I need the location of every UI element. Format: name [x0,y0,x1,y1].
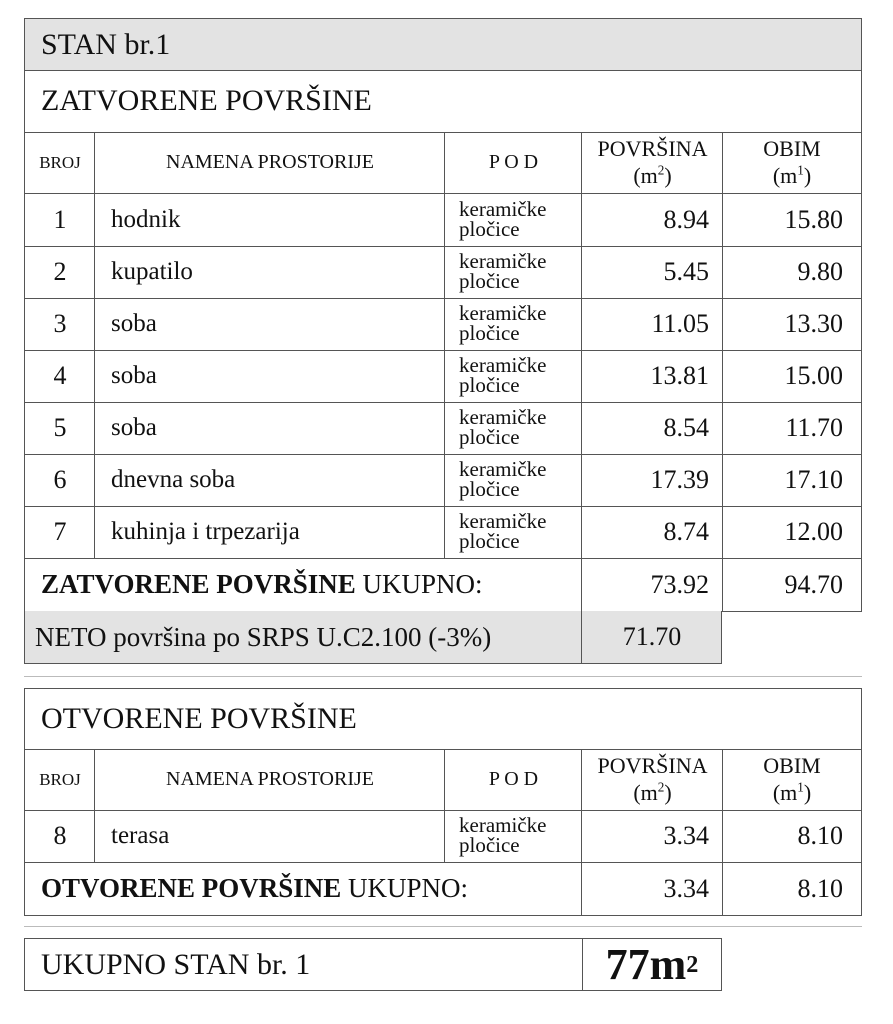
header-obim-unit: $(m^1)$ [772,162,812,188]
open-header-obim-label: OBIM [763,753,821,779]
table-row [24,246,862,299]
row-obim: 11.70 [785,413,843,442]
row-namena: kupatilo [111,258,193,285]
row-pod-line2: pločice [459,529,520,553]
row-pod [445,350,582,402]
row-pod [445,194,582,246]
column-divider [581,862,582,916]
row-broj: 4 [53,361,67,390]
open-header-broj: BROJ [39,769,81,789]
row-pod-line1: keramičke [459,813,547,838]
neto-label: NETO površina po SRPS U.C2.100 (-3%) [35,621,492,652]
column-divider [581,132,582,558]
row-pod-line1: keramičke [459,301,547,326]
row-pod [445,298,582,350]
column-divider [444,749,445,862]
open-total-obim: 8.10 [797,873,843,903]
row-pod-line2: pločice [459,217,520,241]
row-broj: 2 [53,257,67,286]
row-povrsina: 5.45 [663,257,709,286]
table-row [24,350,862,403]
row-pod-line1: keramičke [459,457,547,482]
row-broj: 8 [53,821,67,850]
table-row [24,298,862,351]
open-total-row [24,862,862,916]
column-divider [722,132,723,558]
header-povrsina-label: POVRŠINA [597,136,708,162]
header-pod: P O D [488,151,539,173]
row-povrsina: 3.34 [663,821,709,850]
row-namena: terasa [111,822,170,849]
header-obim-label: OBIM [763,136,821,162]
neto-row [24,611,722,664]
row-broj: 7 [53,517,67,546]
column-divider [94,132,95,558]
row-povrsina: 17.39 [650,465,709,494]
row-pod [445,246,582,298]
open-section-title-row [24,688,862,750]
open-header-namena: NAMENA PROSTORIJE [166,768,374,790]
row-broj: 3 [53,309,67,338]
column-divider [581,611,582,664]
row-broj: 6 [53,465,67,494]
closed-total-label-bold: ZATVORENE POVRŠINE [41,569,356,599]
row-namena: dnevna soba [111,466,236,493]
row-pod-line2: pločice [459,269,520,293]
row-namena: soba [111,362,157,389]
column-divider [722,558,723,612]
separator-top [24,676,862,677]
grand-total-row [24,938,722,991]
table-row [24,402,862,455]
row-povrsina: 8.54 [663,413,709,442]
apartment-title: STAN br.1 [41,27,171,61]
row-pod-line2: pločice [459,833,520,857]
neto-value: 71.70 [622,622,682,651]
column-divider [94,749,95,862]
row-obim: 15.80 [784,205,843,234]
open-total-label-bold: OTVORENE POVRŠINE [41,873,342,903]
row-obim: 17.10 [784,465,843,494]
open-header-povrsina-label: POVRŠINA [597,753,708,779]
row-pod-line1: keramičke [459,197,547,222]
open-header-povrsina-unit: $(m^2)$ [633,779,672,805]
row-pod-line1: keramičke [459,405,547,430]
row-povrsina: 11.05 [651,309,709,338]
column-divider [722,749,723,862]
column-divider [444,132,445,558]
row-pod [445,810,582,862]
row-obim: 12.00 [784,517,843,546]
closed-section-title: ZATVORENE POVRŠINE [41,84,372,117]
apartment-title-row [24,18,862,71]
row-pod-line2: pločice [459,477,520,501]
header-obim [723,132,861,193]
table-row [24,194,862,247]
row-pod-line1: keramičke [459,353,547,378]
row-obim: 13.30 [784,309,843,338]
row-pod-line1: keramičke [459,249,547,274]
row-povrsina: 8.94 [663,205,709,234]
row-pod-line2: pločice [459,425,520,449]
open-header-pod: P O D [488,768,539,790]
closed-total-label [25,558,582,611]
row-namena: kuhinja i trpezarija [111,518,300,545]
separator-bottom [24,926,862,927]
row-pod [445,454,582,506]
table-row [24,454,862,507]
table-row [24,810,862,863]
row-obim: 15.00 [784,361,843,390]
row-pod-line2: pločice [459,321,520,345]
grand-total-value-main: 77m [605,940,687,989]
row-povrsina: 13.81 [650,361,709,390]
header-namena: NAMENA PROSTORIJE [166,151,374,173]
closed-header-row [24,132,862,194]
open-total-label-rest: UKUPNO: [341,873,469,903]
closed-section-title-row [24,70,862,133]
open-header-obim-unit: $(m^1)$ [772,779,812,805]
closed-total-label-rest: UKUPNO: [355,569,483,599]
column-divider [581,749,582,862]
row-pod [445,506,582,558]
column-divider [722,862,723,916]
open-section-title: OTVORENE POVRŠINE [41,702,357,735]
row-obim: 8.10 [797,821,843,850]
header-broj: BROJ [39,152,81,172]
row-namena: soba [111,310,157,337]
grand-total-label: UKUPNO STAN br. 1 [41,947,311,981]
row-pod [445,402,582,454]
closed-total-obim: 94.70 [784,569,843,599]
open-header-povrsina [582,749,723,810]
row-broj: 5 [53,413,67,442]
open-total-povrsina: 3.34 [663,873,709,903]
closed-total-povrsina: 73.92 [650,569,709,599]
row-namena: soba [111,414,157,441]
row-pod-line1: keramičke [459,509,547,534]
open-header-row [24,749,862,811]
row-povrsina: 8.74 [663,517,709,546]
row-pod-line2: pločice [459,373,520,397]
column-divider [581,558,582,612]
open-total-label [25,862,582,915]
header-povrsina-unit: $(m^2)$ [633,162,672,188]
row-broj: 1 [53,205,67,234]
grand-total-value: 77m 2 [605,940,699,989]
header-povrsina [582,132,723,193]
open-header-obim [723,749,861,810]
closed-total-row [24,558,862,612]
row-obim: 9.80 [797,257,843,286]
table-row [24,506,862,559]
row-namena: hodnik [111,206,181,233]
